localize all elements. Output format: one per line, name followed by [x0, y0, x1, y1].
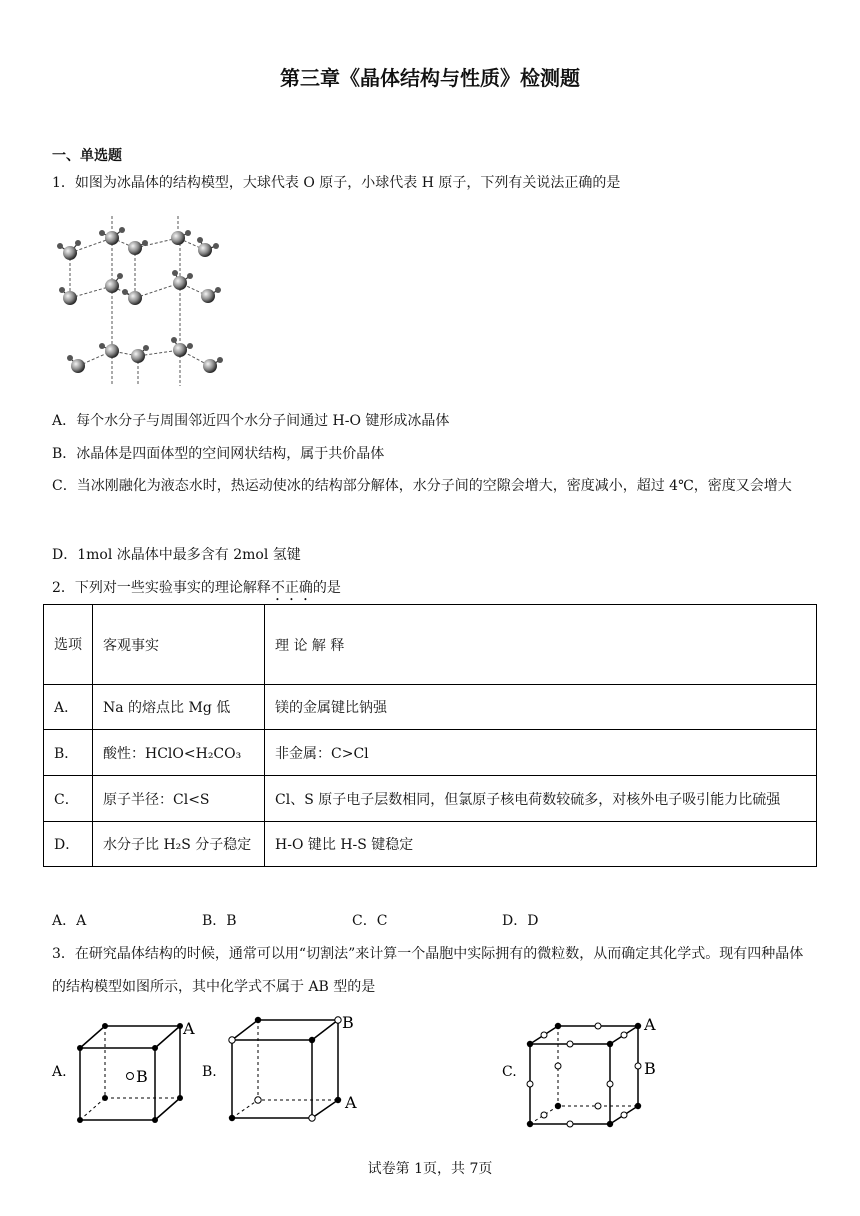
q1-option-d: D．1mol 冰晶体中最多含有 2mol 氢键	[52, 547, 301, 563]
row-option: D．	[44, 822, 93, 867]
fig-c-label: C.	[502, 1064, 517, 1080]
q3-crystal-figures	[40, 1008, 680, 1138]
fig-c-atom-b: B	[644, 1059, 656, 1078]
q2-choice-c[interactable]: C．C	[352, 913, 388, 929]
q1-stem: 1．如图为冰晶体的结构模型，大球代表 O 原子，小球代表 H 原子，下列有关说法正确的是	[52, 175, 621, 191]
row-option: B．	[44, 730, 93, 776]
row-option: C．	[44, 776, 93, 822]
q1-option-b: B．冰晶体是四面体型的空间网状结构，属于共价晶体	[52, 446, 385, 462]
fig-a-atom-b: B	[136, 1067, 148, 1086]
row-fact: 原子半径：Cl<S	[93, 776, 265, 822]
row-fact: Na 的熔点比 Mg 低	[93, 685, 265, 730]
fig-c-atom-a: A	[644, 1015, 656, 1034]
row-explanation: H-O 键比 H-S 键稳定	[265, 822, 817, 867]
fig-a-label: A.	[52, 1064, 67, 1080]
q2-choice-d[interactable]: D．D	[502, 913, 539, 929]
table-row	[44, 730, 817, 776]
q2-choice-a[interactable]: A．A	[52, 913, 87, 929]
q3-stem: 3．在研究晶体结构的时候，通常可以用“切割法”来计算一个晶胞中实际拥有的微粒数，从而确定其化学式。现有四种晶体的结构模型如图所示，其中化学式不属于 AB 型的是	[52, 946, 804, 995]
fig-b-label: B.	[202, 1064, 217, 1080]
row-explanation: Cl、S 原子电子层数相同，但氯原子核电荷数较硫多，对核外电子吸引能力比硫强	[265, 776, 817, 822]
header-option: 选项	[44, 605, 93, 685]
q2-stem: 2．下列对一些实验事实的理论解释不正确的是	[52, 580, 341, 596]
row-explanation: 镁的金属键比钠强	[265, 685, 817, 730]
fig-a-atom-a: A	[183, 1019, 195, 1038]
q2-table	[43, 604, 817, 867]
page-title: 第三章《晶体结构与性质》检测题	[280, 66, 580, 90]
table-row	[44, 776, 817, 822]
q1-option-a: A．每个水分子与周围邻近四个水分子间通过 H-O 键形成冰晶体	[52, 413, 450, 429]
table-row	[44, 685, 817, 730]
row-option: A．	[44, 685, 93, 730]
q1-option-c: C．当冰刚融化为液态水时，热运动使冰的结构部分解体，水分子间的空隙会增大，密度减小，超过 4℃，密度又会增大	[52, 478, 792, 494]
ice-structure-figure	[50, 208, 230, 388]
table-row	[44, 822, 817, 867]
table-header-row	[44, 605, 817, 685]
header-explanation: 理 论 解 释	[265, 605, 817, 685]
fig-b-atom-b: B	[342, 1013, 354, 1032]
section-heading: 一、单选题	[52, 148, 122, 164]
row-fact: 酸性：HClO<H₂CO₃	[93, 730, 265, 776]
row-fact: 水分子比 H₂S 分子稳定	[93, 822, 265, 867]
page-footer: 试卷第 1页，共 7页	[367, 1161, 493, 1177]
row-explanation: 非金属：C>Cl	[265, 730, 817, 776]
header-fact: 客观事实	[93, 605, 265, 685]
fig-b-atom-a: A	[345, 1093, 357, 1112]
q2-choice-b[interactable]: B．B	[202, 913, 237, 929]
